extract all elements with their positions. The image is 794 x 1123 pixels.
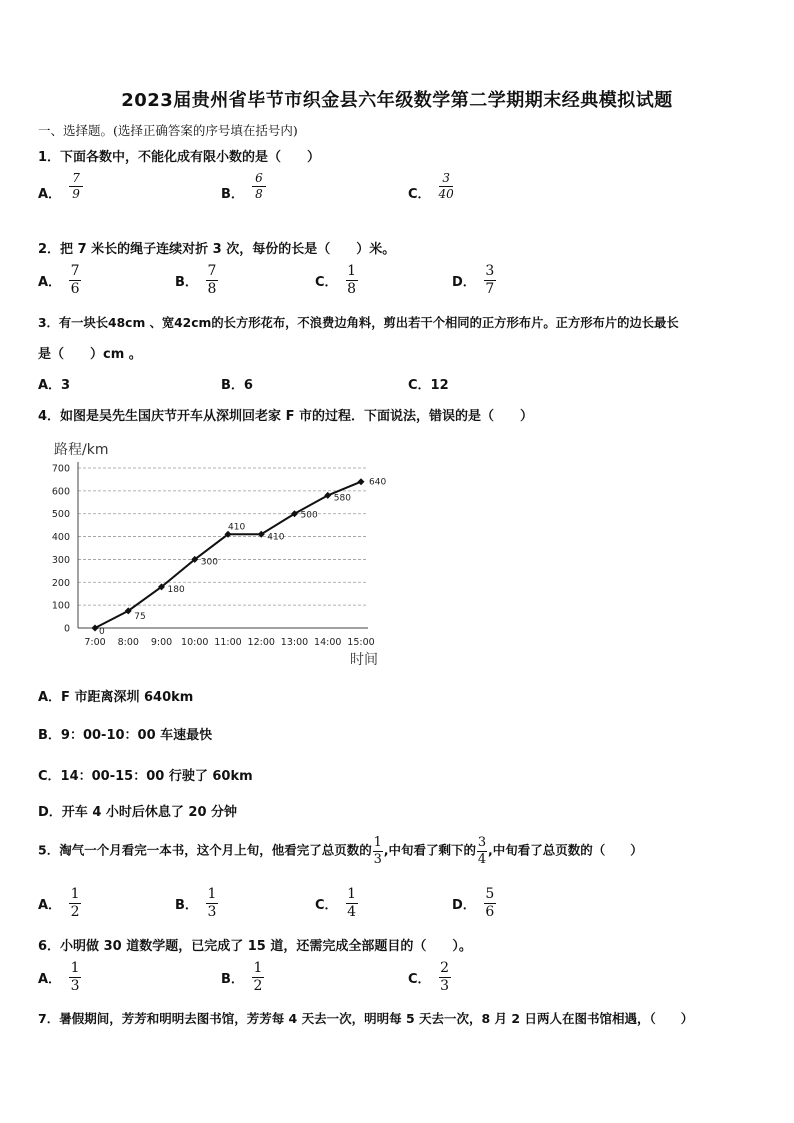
question-3-text-line2: 是（ ）cm 。 (38, 347, 142, 362)
option-label: A． (38, 274, 62, 290)
y-tick-label: 600 (51, 486, 70, 498)
page-title: 2023届贵州省毕节市织金县六年级数学第二学期期末经典模拟试题 (121, 90, 673, 111)
x-tick-label: 11:00 (214, 637, 242, 648)
y-tick-label: 500 (51, 509, 70, 521)
q1-option-c[interactable] (408, 171, 454, 206)
q2-option-a[interactable] (38, 264, 81, 296)
x-tick-label: 7:00 (84, 637, 106, 648)
q2-option-c[interactable] (315, 264, 358, 296)
data-label: 640 (369, 477, 387, 488)
option-label: A． (38, 186, 62, 202)
fraction: $\frac{1}{8}$ (347, 263, 356, 297)
fraction: $\frac{1}{3}$ (70, 960, 80, 994)
data-label: 0 (99, 627, 105, 637)
y-tick-label: 0 (63, 623, 70, 635)
series-line (95, 482, 361, 628)
q6-option-b[interactable] (221, 961, 264, 993)
question-4-text: 4．如图是吴先生国庆节开车从深圳回老家 F 市的过程．下面说法，错误的是（ ） (38, 409, 533, 424)
x-axis-label: 时间 (350, 652, 378, 668)
q5-text-part: ,中旬看了总页数的（ ） (487, 842, 643, 858)
data-label: 500 (300, 510, 318, 521)
q2-option-b[interactable] (175, 264, 218, 296)
q3-option-a[interactable]: A．3 (38, 378, 71, 393)
option-label: C． (408, 971, 431, 987)
fraction: $\frac{5}{6}$ (485, 886, 495, 920)
question-1-text: 1．下面各数中，不能化成有限小数的是（ ） (38, 150, 321, 165)
x-tick-label: 13:00 (280, 637, 309, 648)
question-3-text-line1: 3．有一块长48cm 、宽42cm的长方形花布，不浪费边角料，剪出若干个相同的正方形布片。正方形布片的边长最长 (38, 316, 679, 330)
option-label: A． (38, 897, 62, 913)
q3-option-c[interactable]: C．12 (408, 378, 449, 393)
x-tick-label: 12:00 (247, 637, 275, 648)
fraction: $\frac{3}{4}$ (477, 835, 487, 867)
data-label: 75 (134, 611, 146, 622)
q2-option-d[interactable] (452, 264, 496, 296)
fraction: $\frac{1}{4}$ (347, 886, 356, 920)
data-label: 300 (200, 557, 218, 568)
fraction: $\frac{7}{6}$ (70, 263, 80, 297)
q3-option-b[interactable]: B．6 (221, 378, 253, 393)
option-label: D． (452, 274, 476, 290)
fraction: $\frac{2}{3}$ (440, 960, 449, 994)
q5-option-b[interactable] (175, 887, 218, 919)
data-label: 410 (228, 522, 246, 533)
fraction: $\frac{1}{3}$ (373, 835, 382, 867)
fraction: $\frac{7}{8}$ (207, 263, 217, 297)
x-tick-label: 14:00 (314, 637, 342, 648)
x-tick-label: 10:00 (181, 637, 209, 648)
y-axis-label: 路程/km (54, 442, 109, 458)
q4-option-d[interactable]: D．开车 4 小时后休息了 20 分钟 (38, 805, 238, 820)
question-2-text: 2．把 7 米长的绳子连续对折 3 次，每份的长是（ ）米。 (38, 242, 396, 257)
q5-text-part: 5．淘气一个月看完一本书，这个月上旬，他看完了总页数的 (38, 842, 372, 858)
y-tick-label: 300 (51, 554, 70, 566)
q4-option-a[interactable]: A．F 市距离深圳 640km (38, 690, 194, 705)
y-tick-label: 700 (51, 463, 70, 475)
y-tick-label: 100 (51, 600, 70, 612)
fraction: $\frac{1}{2}$ (253, 960, 263, 994)
fraction: $\frac{1}{2}$ (70, 886, 80, 920)
question-5-text (38, 836, 643, 866)
q4-option-c[interactable]: C．14：00-15：00 行驶了 60km (38, 769, 253, 784)
option-label: B． (175, 274, 198, 290)
question-7-text: 7．暑假期间，芳芳和明明去图书馆，芳芳每 4 天去一次，明明每 5 天去一次，8 月 2 日两人在图书馆相遇，（ ） (38, 1011, 694, 1026)
data-label: 180 (167, 584, 185, 595)
q5-text-part: ,中旬看了剩下的 (383, 842, 476, 858)
q4-option-b[interactable]: B．9：00-10：00 车速最快 (38, 728, 213, 743)
fraction: $\frac{3}{40}$ (438, 171, 454, 201)
option-label: C． (315, 897, 338, 913)
question-6-text: 6．小明做 30 道数学题，已完成了 15 道，还需完成全部题目的（ ）。 (38, 939, 472, 954)
data-label: 580 (333, 493, 351, 504)
data-point (92, 625, 99, 632)
data-point (358, 478, 365, 485)
x-tick-label: 8:00 (117, 637, 139, 648)
fraction: $\frac{6}{8}$ (252, 172, 266, 200)
option-label: A． (38, 971, 62, 987)
option-label: C． (315, 274, 338, 290)
q5-option-d[interactable] (452, 887, 496, 919)
q5-option-a[interactable] (38, 887, 81, 919)
fraction: $\frac{1}{3}$ (207, 886, 217, 920)
y-tick-label: 200 (51, 577, 70, 589)
section-heading: 一、选择题。(选择正确答案的序号填在括号内) (38, 123, 298, 138)
option-label: B． (221, 186, 244, 202)
q5-option-c[interactable] (315, 887, 358, 919)
data-label: 410 (267, 532, 285, 543)
y-tick-label: 400 (51, 532, 70, 544)
option-label: C． (408, 186, 431, 202)
x-tick-label: 9:00 (150, 637, 173, 648)
distance-time-chart (40, 432, 400, 672)
fraction: $\frac{3}{7}$ (485, 263, 495, 297)
option-label: B． (221, 971, 244, 987)
option-label: B． (175, 897, 198, 913)
q1-option-b[interactable] (221, 171, 266, 206)
option-label: D． (452, 897, 476, 913)
x-tick-label: 15:00 (347, 637, 375, 648)
q6-option-c[interactable] (408, 961, 451, 993)
fraction: $\frac{7}{9}$ (69, 172, 83, 200)
q1-option-a[interactable] (38, 171, 83, 206)
q6-option-a[interactable] (38, 961, 81, 993)
